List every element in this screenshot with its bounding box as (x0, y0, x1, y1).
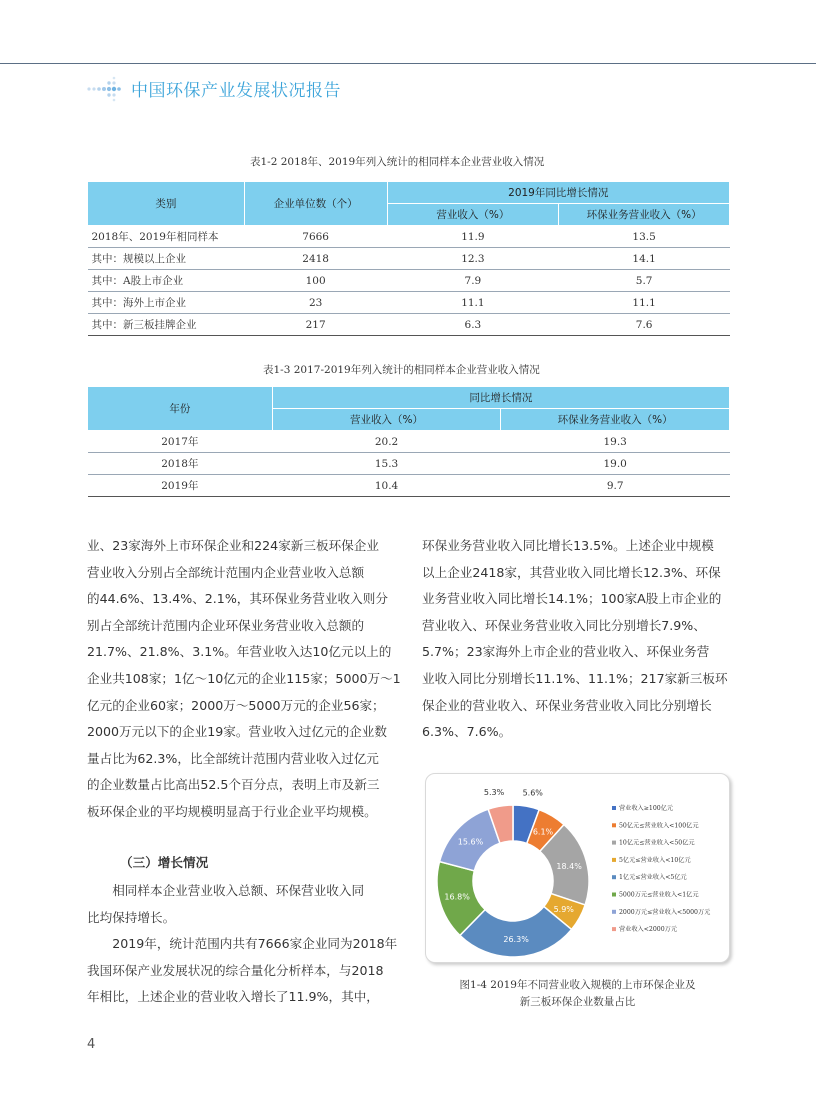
table-cell: 10.4 (272, 475, 501, 497)
table1-caption: 表1-2 2018年、2019年列入统计的相同样本企业营业收入情况 (250, 156, 545, 168)
legend-swatch (612, 806, 616, 810)
table-cell: 6.3 (387, 314, 559, 336)
slice-label: 15.6% (457, 837, 484, 847)
table-cell: 13.5 (559, 226, 730, 248)
legend-label: 50亿元≤营业收入<100亿元 (619, 822, 699, 830)
text-line: 环保业务营业收入同比增长13.5%。上述企业中规模 (422, 538, 714, 553)
table-cell: 其中：海外上市企业 (88, 292, 245, 314)
text-line: 6.3%、7.6%。 (422, 724, 512, 740)
text-line: 2000万元以下的企业19家。营业收入过亿元的企业数 (87, 724, 387, 740)
table-cell: 12.3 (387, 248, 559, 270)
table-cell: 7.9 (387, 270, 559, 292)
table-cell: 19.3 (501, 431, 730, 453)
table-row (88, 475, 730, 497)
slice-label: 5.9% (553, 905, 574, 915)
table-cell: 2018年、2019年相同样本 (88, 226, 245, 248)
table2-header-env-revenue: 环保业务营业收入（%） (501, 409, 730, 431)
table-cell: 217 (244, 314, 387, 336)
text-line: 营业收入分别占全部统计范围内企业营业收入总额 (87, 564, 365, 580)
legend-swatch (612, 910, 616, 914)
page-number: 4 (87, 1037, 96, 1052)
table-cell: 2019年 (88, 475, 273, 497)
table-cell: 9.7 (501, 475, 730, 497)
text-line: 业收入同比分别增长11.1%、11.1%；217家新三板环 (422, 670, 728, 686)
table1-header-group: 2019年同比增长情况 (387, 182, 729, 204)
text-line: 量占比为62.3%，比全部统计范围内营业收入过亿元 (87, 750, 379, 766)
right-column-text (422, 533, 728, 746)
legend-label: 营业收入≥100亿元 (619, 805, 674, 812)
legend-swatch (612, 875, 616, 879)
table-cell: 11.1 (559, 292, 730, 314)
text-line: 比均保持增长。 (87, 909, 176, 925)
text-line: 年相比，上述企业的营业收入增长了11.9%，其中， (87, 989, 379, 1005)
table-row (88, 453, 730, 475)
legend-label: 5亿元≤营业收入<10亿元 (619, 856, 691, 864)
table-cell: 7666 (244, 226, 387, 248)
table-cell: 14.1 (559, 248, 730, 270)
legend-swatch (612, 858, 616, 862)
table2-header-revenue: 营业收入（%） (272, 409, 501, 431)
legend-label: 5000万元≤营业收入<1亿元 (619, 891, 699, 899)
table1-header-count: 企业单位数（个） (244, 182, 387, 226)
table-cell: 2418 (244, 248, 387, 270)
table-cell: 其中：规模以上企业 (88, 248, 245, 270)
header-rule (0, 63, 816, 64)
legend-label: 2000万元≤营业收入<5000万元 (619, 908, 711, 916)
legend-label: 1亿元≤营业收入<5亿元 (619, 874, 687, 882)
slice-label: 5.3% (483, 788, 505, 798)
slice-label: 5.6% (522, 788, 543, 798)
table-cell: 其中：新三板挂牌企业 (88, 314, 245, 336)
slice-label: 16.8% (444, 892, 470, 902)
text-line: 以上企业2418家，其营业收入同比增长12.3%、环保 (422, 564, 721, 580)
table-row (88, 248, 730, 270)
table-cell: 11.9 (387, 226, 559, 248)
figure-caption-line1: 图1-4 2019年不同营业收入规模的上市环保企业及 (459, 979, 696, 991)
slice-label: 18.4% (556, 862, 582, 872)
table2-header-group: 同比增长情况 (272, 387, 729, 409)
table-row (88, 226, 730, 248)
table-cell: 2017年 (88, 431, 273, 453)
slice-label: 6.1% (532, 827, 554, 837)
legend-label: 营业收入<2000万元 (619, 926, 678, 934)
text-line: 业务营业收入同比增长14.1%；100家A股上市企业的 (422, 591, 722, 607)
legend-swatch (612, 927, 616, 931)
table-cell: 23 (244, 292, 387, 314)
table-cell: 15.3 (272, 453, 501, 475)
table-row (88, 314, 730, 336)
table-row (88, 270, 730, 292)
header-title: 中国环保产业发展状况报告 (131, 81, 341, 101)
text-line: 营业收入、环保业务营业收入同比分别增长7.9%、 (422, 617, 706, 633)
chart-frame (425, 773, 730, 963)
table2-caption: 表1-3 2017-2019年列入统计的相同样本企业营业收入情况 (263, 364, 540, 376)
left-column-text (87, 533, 401, 826)
table-cell: 11.1 (387, 292, 559, 314)
table1-header-env-revenue: 环保业务营业收入（%） (559, 204, 730, 226)
text-line: 板环保企业的平均规模明显高于行业企业平均规模。 (87, 803, 377, 819)
donut-chart (426, 774, 731, 964)
legend-label: 10亿元≤营业收入<50亿元 (619, 839, 695, 847)
header-dots-icon (87, 76, 127, 102)
table1-header-category: 类别 (88, 182, 245, 226)
section-heading: （三）增长情况 (120, 855, 209, 870)
text-line: 别占全部统计范围内企业环保业务营业收入总额的 (87, 617, 365, 633)
text-line: 相同样本企业营业收入总额、环保营业收入同 (87, 883, 365, 898)
text-line: 2019年，统计范围内共有7666家企业同为2018年 (87, 936, 398, 952)
text-line: 保企业的营业收入、环保业务营业收入同比分别增长 (422, 697, 712, 713)
table1 (87, 181, 730, 336)
table-cell: 5.7 (559, 270, 730, 292)
table2-header-year: 年份 (88, 387, 273, 431)
table-row (88, 431, 730, 453)
figure-caption-line2: 新三板环保企业数量占比 (519, 996, 636, 1008)
text-line: 亿元的企业60家；2000万～5000万元的企业56家； (87, 697, 385, 713)
text-line: 企业共108家；1亿～10亿元的企业115家；5000万～1 (87, 670, 401, 686)
text-line: 5.7%；23家海外上市企业的营业收入、环保业务营 (422, 644, 710, 660)
table-cell: 其中：A股上市企业 (88, 270, 245, 292)
table2 (87, 386, 730, 497)
table-cell: 100 (244, 270, 387, 292)
table1-header-revenue: 营业收入（%） (387, 204, 559, 226)
table-cell: 2018年 (88, 453, 273, 475)
legend-swatch (612, 893, 616, 897)
left-column-text-2 (87, 878, 397, 1011)
slice-label: 26.3% (503, 934, 529, 944)
text-line: 我国环保产业发展状况的综合量化分析样本，与2018 (87, 962, 384, 978)
legend-swatch (612, 841, 616, 845)
table-row (88, 292, 730, 314)
table-cell: 20.2 (272, 431, 501, 453)
legend-swatch (612, 823, 616, 827)
table-cell: 7.6 (559, 314, 730, 336)
text-line: 21.7%、21.8%、3.1%。年营业收入达10亿元以上的 (87, 644, 392, 660)
text-line: 的44.6%、13.4%、2.1%，其环保业务营业收入则分 (87, 591, 388, 607)
table-cell: 19.0 (501, 453, 730, 475)
text-line: 业、23家海外上市环保企业和224家新三板环保企业 (87, 538, 379, 553)
text-line: 的企业数量占比高出52.5个百分点，表明上市及新三 (87, 777, 380, 793)
